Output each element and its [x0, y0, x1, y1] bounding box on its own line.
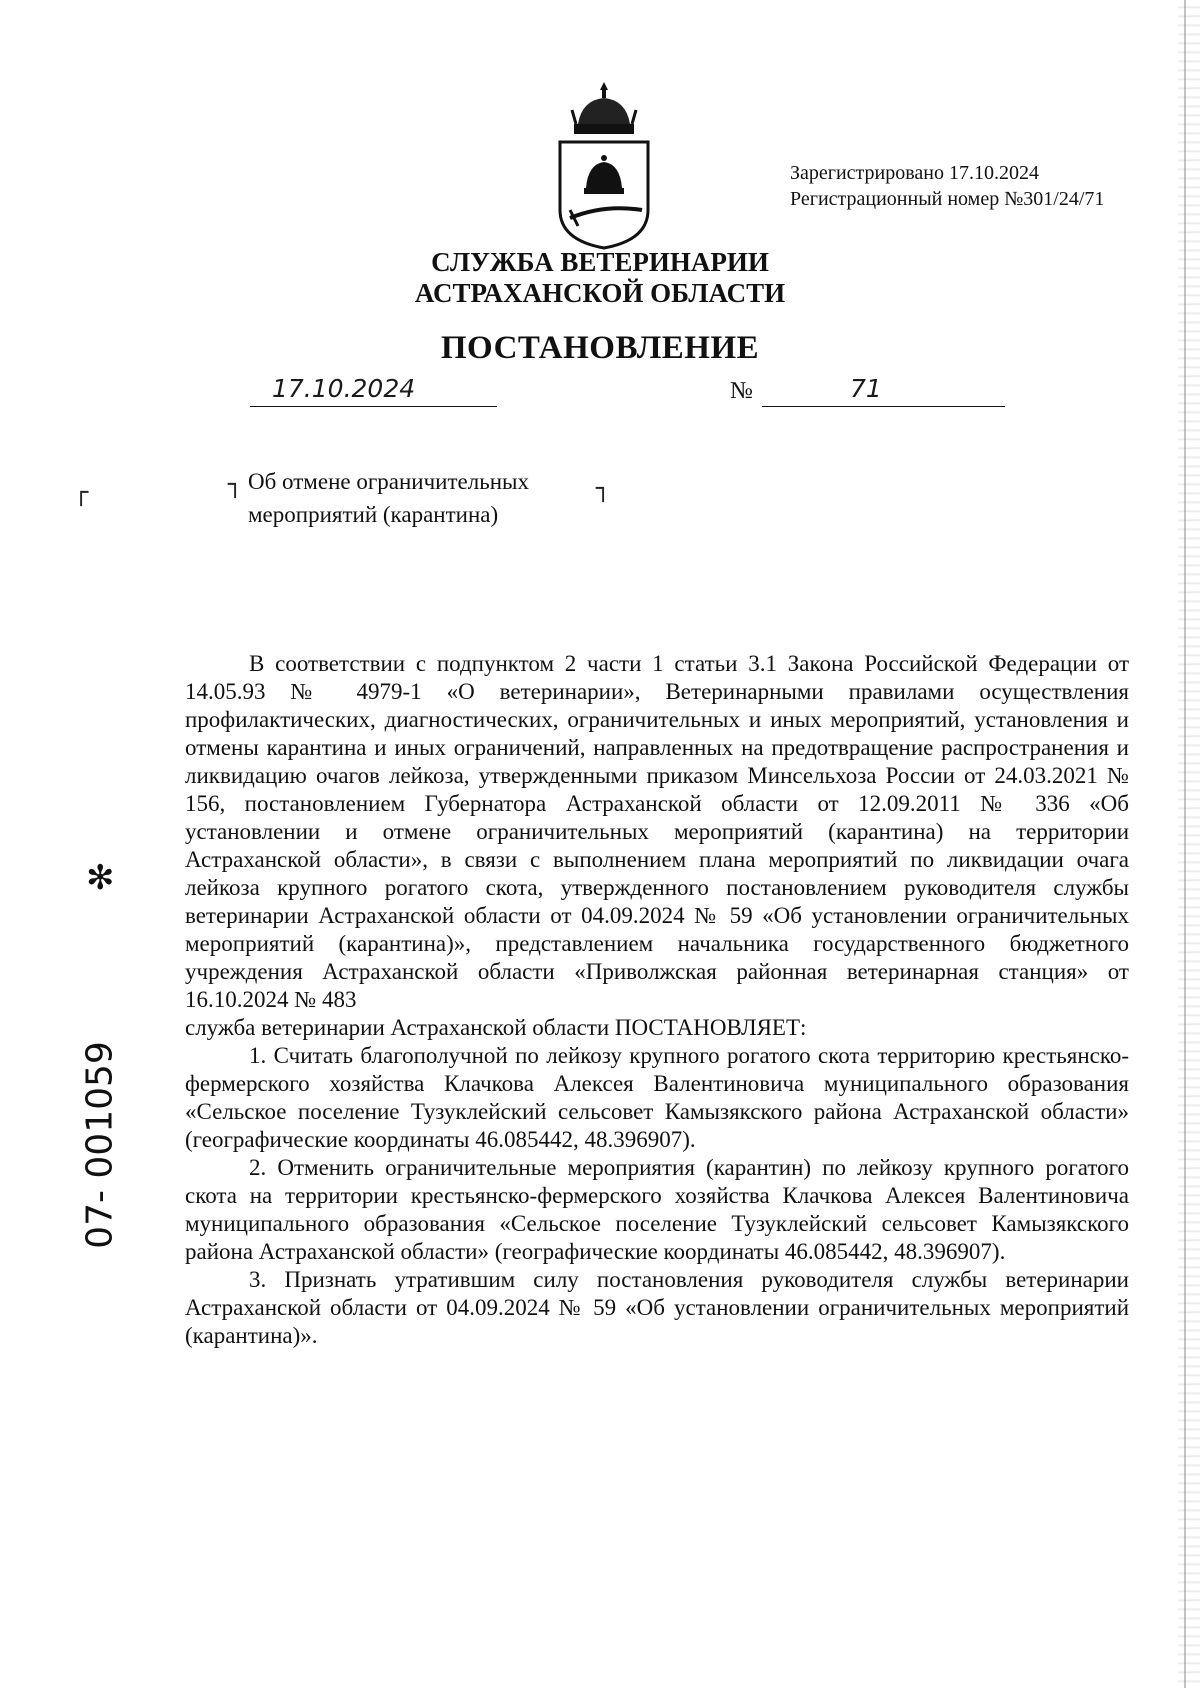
scan-edge-line [1184, 0, 1186, 1688]
registration-date: Зарегистрировано 17.10.2024 [790, 162, 1040, 184]
handwritten-number: 71 [850, 374, 882, 403]
subject-line2: мероприятий (карантина) [248, 502, 499, 527]
subject-line1: Об отмене ограничительных [248, 469, 529, 494]
corner-mark-mid: ┐ [228, 470, 243, 498]
preamble-paragraph: В соответствии с подпунктом 2 части 1 статьи 3.1 Закона Российской Федерации от 14.05.93 № 4979-1 «О ветеринарии», Ветеринарными правилами осуществления профилактических, диагностических, ограничительных и иных мероприятий, установления и отмены карантина и иных ограничений, направленных на предотвращение распространения и ликвидацию очагов лейкоза, утвержденными приказом Минсельхоза России от 24.03.2021 № 156, постановлением Губернатора Астраханской области от 12.09.2011 № 336 «Об установлении и отмене ограничительных мероприятий (карантина) на территории Астраханской области», в связи с выполнением плана мероприятий по ликвидации очага лейкоза крупного рогатого скота, утвержденного постановлением руководителя службы ветеринарии Астраханской области от 04.09.2024 № 59 «Об установлении ограничительных мероприятий (карантина)», представлением начальника государственного бюджетного учреждения Астраханской области «Приволжская районная ветеринарная станция» от 16.10.2024 № 483 [185, 651, 1129, 1012]
org-name-line1: СЛУЖБА ВЕТЕРИНАРИИ [431, 247, 769, 277]
handwritten-date: 17.10.2024 [272, 374, 416, 403]
resolves-line: служба ветеринарии Астраханской области ПОСТАНОВЛЯЕТ: [185, 1015, 807, 1040]
registration-number: Регистрационный номер №301/24/71 [790, 188, 1105, 210]
resolution-item-1: 1. Считать благополучной по лейкозу крупного рогатого скота территорию крестьянско-фермерского хозяйства Клачкова Алексея Валентиновича муниципального образования «Сельское поселение Тузуклейский сельсовет Камызякского района Астраханской области» (географические координаты 46.085442, 48.396907). [185, 1043, 1129, 1152]
star-mark: ✻ [86, 858, 115, 898]
scan-edge-artifact [1178, 0, 1200, 1688]
side-stamp-text: 07- 001059 [79, 1041, 121, 1249]
registration-stamp [790, 160, 1104, 212]
resolution-item-3: 3. Признать утратившим силу постановления руководителя службы ветеринарии Астраханской области от 04.09.2024 № 59 «Об установлении ограничительных мероприятий (карантина)». [185, 1267, 1129, 1348]
coat-of-arms-emblem [548, 80, 660, 250]
number-underline [762, 372, 1005, 407]
document-type-title: ПОСТАНОВЛЕНИЕ [440, 330, 760, 366]
organization-name [0, 247, 1200, 309]
corner-mark-left: ┌ [74, 478, 89, 506]
document-body [185, 650, 1129, 1350]
org-name-line2: АСТРАХАНСКОЙ ОБЛАСТИ [414, 278, 786, 308]
corner-mark-right: ┐ [596, 474, 611, 502]
number-sign: № [730, 378, 753, 404]
side-registry-stamp [80, 1030, 120, 1260]
document-subject [248, 465, 529, 531]
resolution-item-2: 2. Отменить ограничительные мероприятия (карантин) по лейкозу крупного рогатого скота на территории крестьянско-фермерского хозяйства Клачкова Алексея Валентиновича муниципального образования «Сельское поселение Тузуклейский сельсовет Камызякского района Астраханской области» (географические координаты 46.085442, 48.396907). [185, 1155, 1129, 1264]
